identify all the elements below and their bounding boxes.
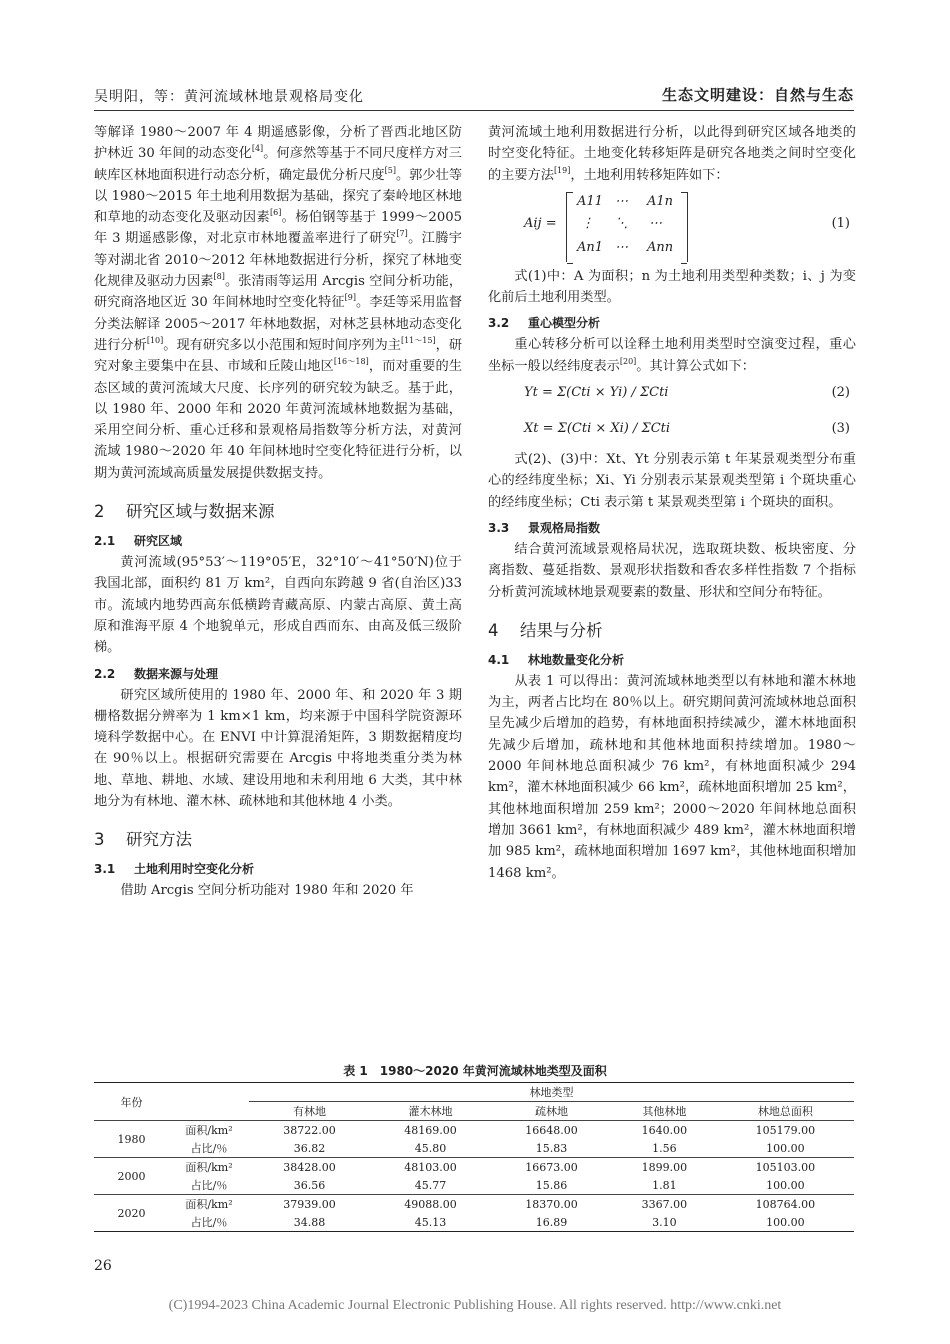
- citation: [11～15]: [400, 335, 436, 345]
- page-number: 26: [94, 1258, 112, 1274]
- method-paragraph: 借助 Arcgis 空间分析功能对 1980 年和 2020 年: [120, 883, 414, 899]
- intro-paragraph: 等解译 1980～2007 年 4 期遥感影像，分析了晋西北地区防护林近 30 年间的动态变化[4]。何彦然等基于不同尺度样方对三峡库区林地面积进行动态分析，确定最优分析尺度[5]。郭少壮等以 1980～2015 年土地利用数据为基础，探究了秦岭地区林地和草地的动态变化及驱动因素[6]。杨伯钢等基于 1999～2005 年 3 期遥感影像，对北京市林地覆盖率进行了研究[7]。江腾宇等对湖北省 2010～2012 年林地数据进行分析，探究了林地变化规律及驱动力因素[8]。张清雨等运用 Arcgis 空间分析功能，研究商洛地区近 30 年间林地时空变化特征[9]。李廷等采用监督分类法解译 2005～2017 年林地数据，对林芝县林地动态变化进行分析[10]。现有研究多以小范围和短时间序列为主[11～15]，研究对象主要集中在县、市域和丘陵山地区[16～18]，而对重要的生态区域的黄河流域大尺度、长序列的研究较为缺乏。基于此，以 1980 年、2000 年和 2020 年黄河流域林地数据为基础，采用空间分析、重心迁移和景观格局指数等分析方法，对黄河流域 1980～2020 年 40 年间林地时空变化特征进行分析，以期为黄河流域高质量发展提供数据支持。: [94, 125, 463, 481]
- left-column: [94, 122, 462, 902]
- citation: [10]: [146, 335, 164, 345]
- citation: [19]: [553, 165, 571, 175]
- table-col-header: 灌木林地: [370, 1102, 491, 1121]
- table-caption: 表 1 1980～2020 年黄河流域林地类型及面积: [343, 1064, 607, 1078]
- table-col-header: 有林地: [249, 1102, 370, 1121]
- section-3-heading: 3 研究方法: [94, 830, 192, 850]
- forest-type-table: [94, 1082, 854, 1232]
- section-2-heading: 2 研究区域与数据来源: [94, 502, 275, 522]
- section-3-1-heading: 3.1 土地利用时空变化分析: [94, 862, 255, 877]
- table-head-group: 林地类型: [249, 1083, 854, 1102]
- table-col-header: 疏林地: [491, 1102, 612, 1121]
- table-row: 2020 面积/km² 37939.00 49088.00 18370.00 3367.00 108764.00: [94, 1195, 854, 1214]
- citation: [9]: [344, 293, 356, 303]
- table-row: 2000 面积/km² 38428.00 48103.00 16673.00 1899.00 105103.00: [94, 1158, 854, 1177]
- centroid-paragraph: 重心转移分析可以诠释土地利用类型时空演变过程，重心坐标一般以经纬度表示[20]。其计算公式如下：: [488, 337, 856, 374]
- section-2-1-heading: 2.1 研究区域: [94, 534, 183, 549]
- right-column: [488, 122, 856, 884]
- table-head-year: 年份: [94, 1083, 169, 1121]
- table-row: 占比/％ 36.56 45.77 15.86 1.81 100.00: [190, 1178, 805, 1192]
- table-col-header: 林地总面积: [717, 1102, 854, 1121]
- header-journal-section: 生态文明建设：自然与生态: [661, 86, 854, 104]
- header-rule: [94, 110, 854, 111]
- citation: [4]: [251, 144, 264, 154]
- equation-2: Yt = Σ(Cti × Yi) / ΣCti (2): [524, 385, 850, 401]
- study-area-paragraph: 黄河流域(95°53′～119°05′E，32°10′～41°50′N)位于我国北部，面积约 81 万 km²，自西向东跨越 9 省(自治区)33 市。流域内地势西高东低横跨青藏高原、内蒙古高原、黄土高原和淮海平原 4 个地貌单元，形成自西而东、由高及低三级阶梯。: [94, 555, 462, 656]
- citation: [6]: [269, 208, 282, 218]
- data-source-paragraph: 研究区域所使用的 1980 年、2000 年、和 2020 年 3 期栅格数据分辨率为 1 km×1 km，均来源于中国科学院资源环境科学数据中心。在 ENVI 中计算混淆矩阵，3 期数据精度均在 90％以上。根据研究需要在 Arcgis 中将地类重分类为林地、草地、耕地、水域、建设用地和未利用地 6 大类，其中林地分为有林地、灌木林、疏林地和其他林地 4 小类。: [94, 687, 462, 810]
- equation-number: (1): [831, 215, 850, 231]
- method-continued-paragraph: 黄河流域土地利用数据进行分析，以此得到研究区域各地类的时空变化特征。土地变化转移矩阵是研究各地类之间时空变化的主要方法[19]，土地利用转移矩阵如下：: [488, 125, 856, 183]
- running-header: [94, 84, 854, 108]
- table-row: 1980 面积/km² 38722.00 48169.00 16648.00 1640.00 105179.00: [117, 1123, 816, 1146]
- landscape-index-paragraph: 结合黄河流域景观格局状况，选取斑块数、板块密度、分离指数、蔓延指数、景观形状指数和香农多样性指数 7 个指标分析黄河流域林地景观要素的数量、形状和空间分布特征。: [488, 541, 856, 600]
- equation-1-explanation: 式(1)中：A 为面积；n 为土地利用类型种类数；i、j 为变化前后土地利用类型。: [488, 268, 856, 306]
- citation: [20]: [619, 356, 637, 366]
- equation-2-3-explanation: 式(2)、(3)中：Xt、Yt 分别表示第 t 年某景观类型分布重心的经纬度坐标；Xi、Yi 分别表示某景观类型第 i 个斑块重心的经纬度坐标；Cti 表示第 t 某景观类型第 i 个斑块的面积。: [488, 452, 856, 510]
- header-authors-title: 吴明阳，等：黄河流域林地景观格局变化: [94, 89, 364, 105]
- table-row: 占比/％ 36.82 45.80 15.83 1.56 100.00: [190, 1141, 805, 1155]
- citation: [16～18]: [333, 357, 369, 367]
- section-4-1-heading: 4.1 林地数量变化分析: [488, 652, 625, 667]
- matrix-brackets: A11 ⋯ A1n ⋮ ⋱ ⋯ An1 ⋯ Ann: [566, 192, 688, 262]
- equation-1-matrix: [488, 186, 856, 266]
- citation: [5]: [384, 165, 396, 175]
- matrix-lhs: Aij =: [524, 215, 557, 231]
- section-4-heading: 4 结果与分析: [488, 620, 603, 640]
- equation-3: Xt = Σ(Cti × Xi) / ΣCti (3): [524, 421, 850, 437]
- section-3-2-heading: 3.2 重心模型分析: [488, 316, 601, 331]
- section-3-3-heading: 3.3 景观格局指数: [488, 520, 601, 535]
- table-col-header: 其他林地: [612, 1102, 717, 1121]
- citation: [7]: [396, 229, 408, 239]
- results-paragraph: 从表 1 可以得出：黄河流域林地类型以有林地和灌木林地为主，两者占比均在 80％以上。研究期间黄河流域林地总面积呈先减少后增加的趋势，有林地面积持续减少，灌木林地面积先减少后增加，疏林地和其他林地面积持续增加。1980～2000 年间林地总面积减少 76 km²，有林地面积减少 294 km²，灌木林地面积减少 66 km²，疏林地面积增加 25 km²，其他林地面积增加 259 km²；2000～2020 年间林地总面积增加 3661 km²，有林地面积减少 489 km²，灌木林地面积增加 985 km²，疏林地面积增加 1697 km²，其他林地面积增加 1468 km²。: [488, 673, 856, 881]
- table-row: 占比/％ 34.88 45.13 16.89 3.10 100.00: [94, 1213, 854, 1232]
- section-2-2-heading: 2.2 数据来源与处理: [94, 666, 219, 681]
- citation: [8]: [213, 272, 225, 282]
- copyright-footer: (C)1994-2023 China Academic Journal Electronic Publishing House. All rights reserved. http://www.cnki.net: [168, 1298, 782, 1313]
